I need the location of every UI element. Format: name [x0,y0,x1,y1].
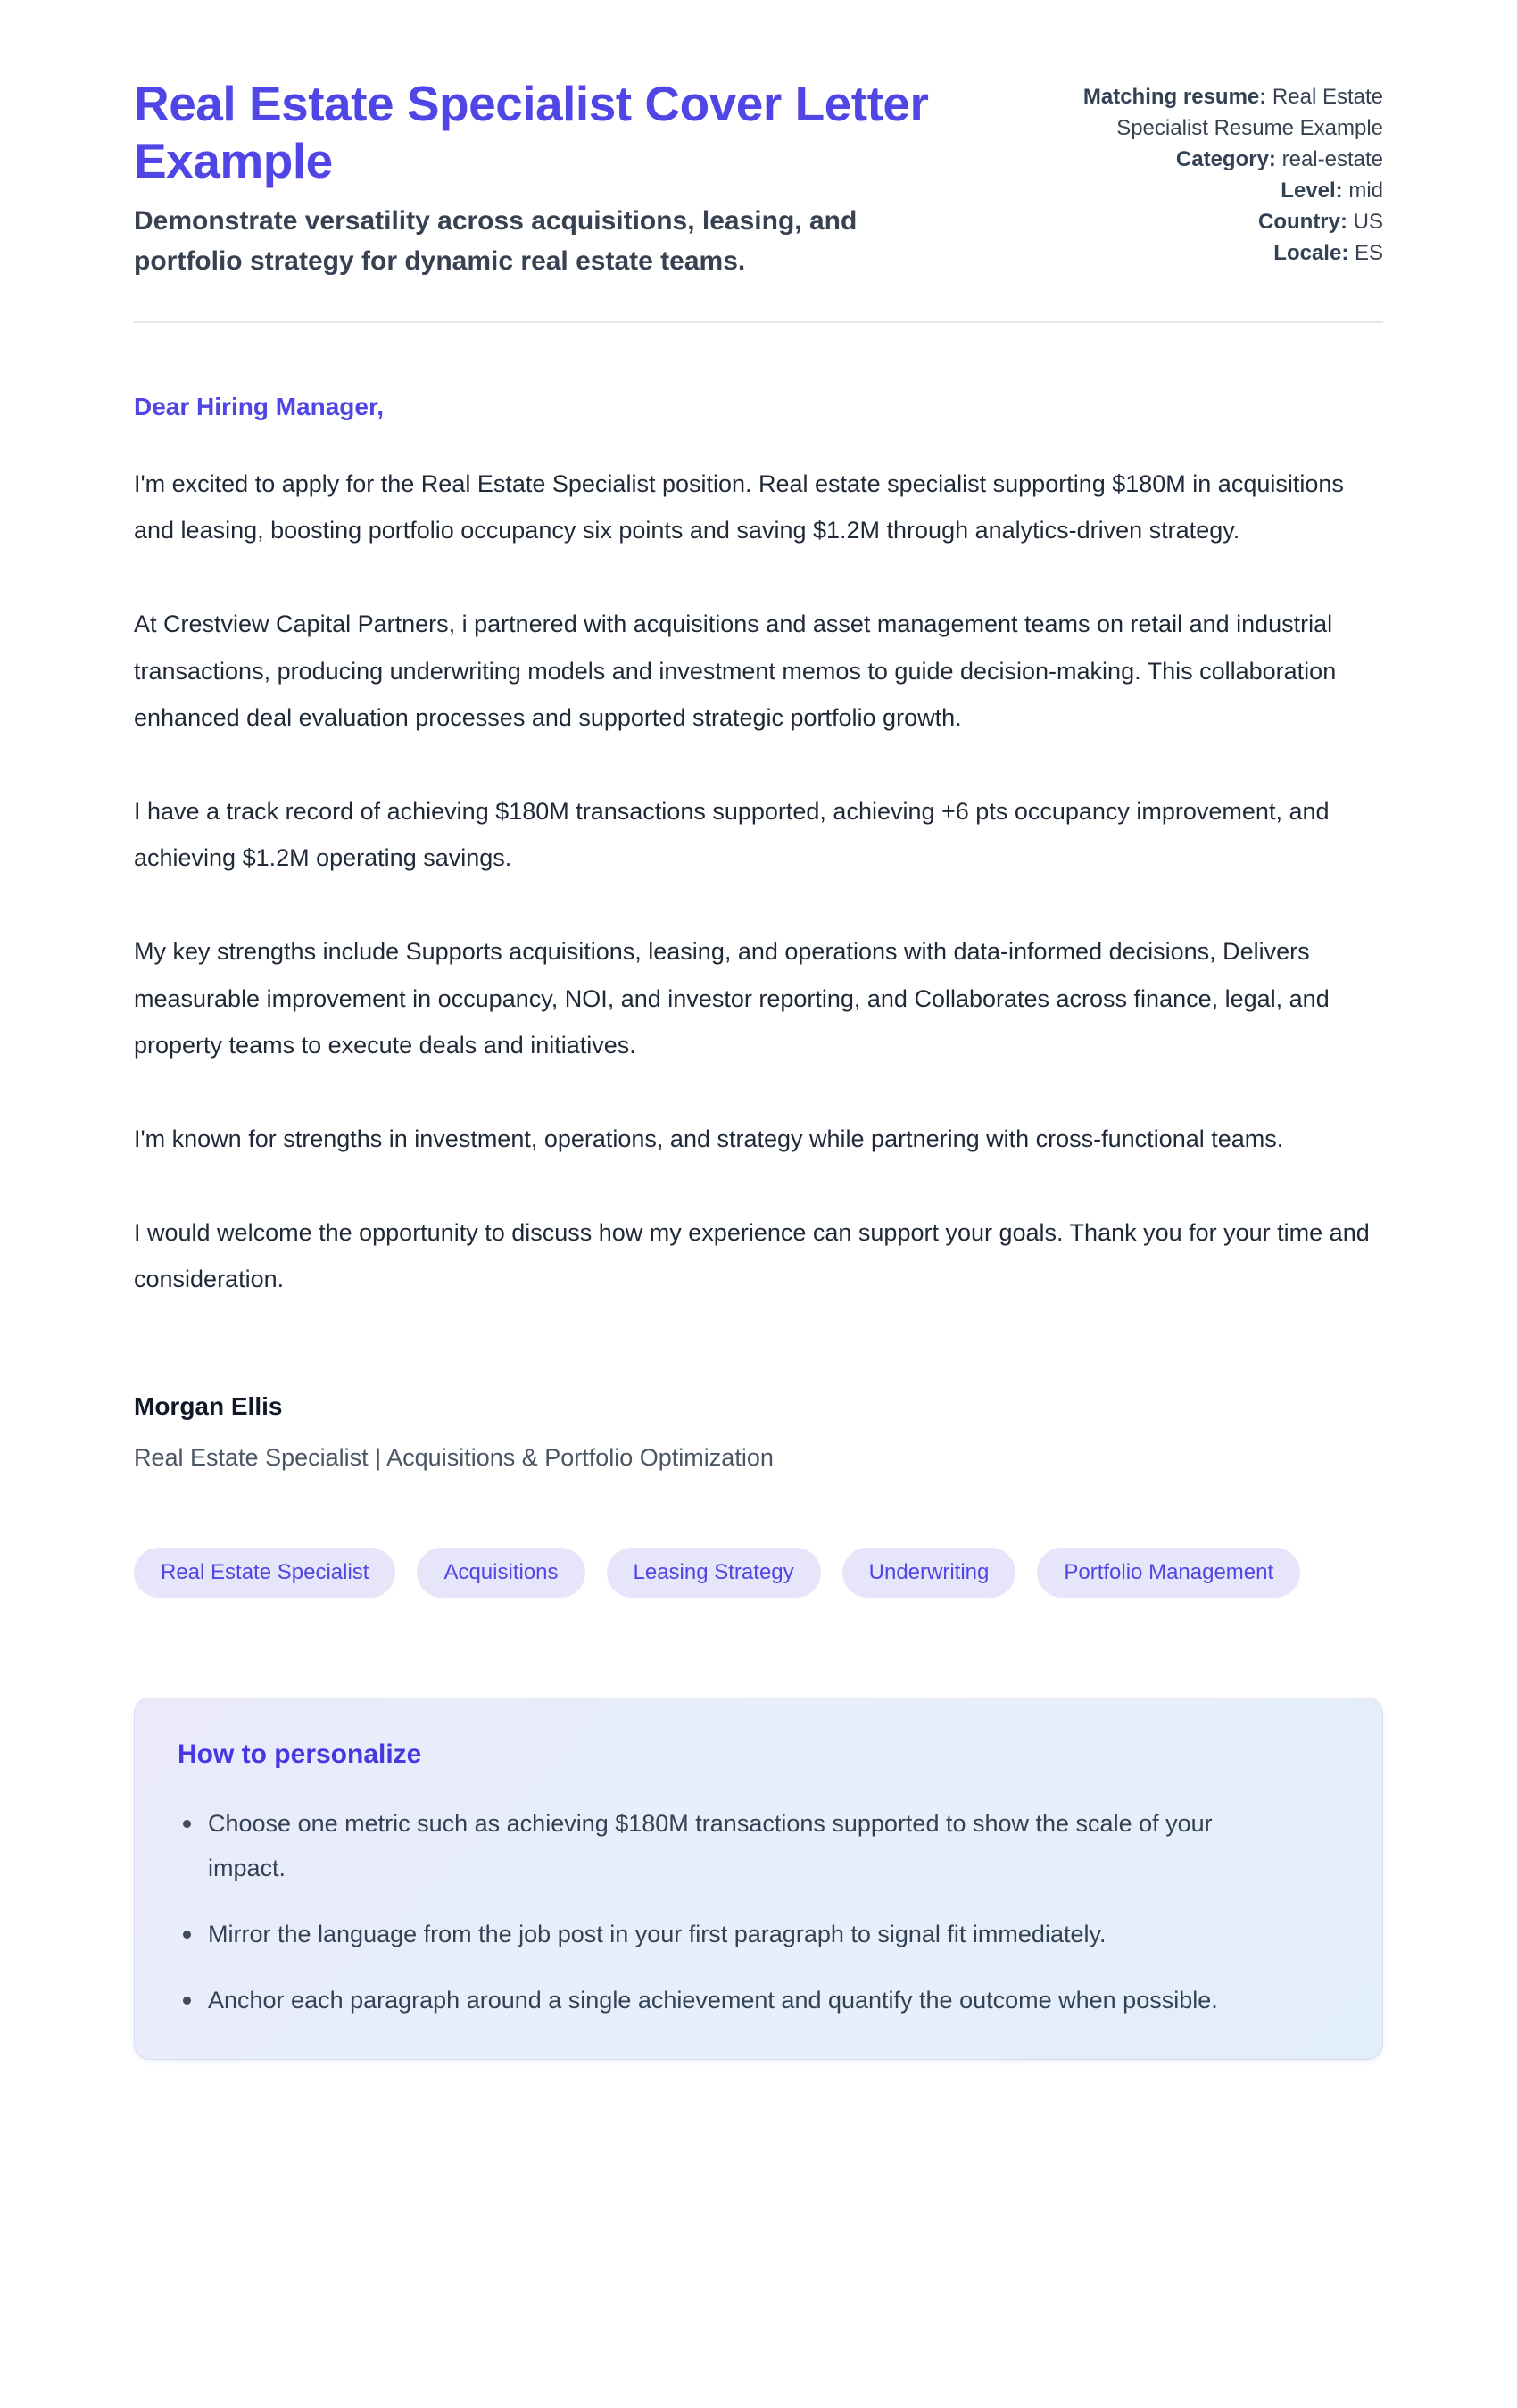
tips-item: Anchor each paragraph around a single achievement and quantify the outcome when possible. [178,1979,1284,2023]
meta-value: real-estate [1281,147,1383,172]
letter-paragraph: I'm known for strengths in investment, operations, and strategy while partnering with cross-functional teams. [134,1125,1284,1152]
meta-row [1008,144,1383,175]
meta-row [1008,206,1383,237]
tag-pill[interactable]: Portfolio Management [1037,1548,1300,1598]
tags-row [134,1548,1383,1598]
meta-row [1008,81,1383,144]
tag-pill[interactable]: Leasing Strategy [607,1548,821,1598]
letter-paragraph: At Crestview Capital Partners, i partnered with acquisitions and asset management teams on retail and industrial transactions, producing underwriting models and investment memos to guide decision-making. This collaboration enhanced deal evaluation processes and supported strategic portfolio growth. [134,610,1337,732]
meta-label: Category: [1175,147,1276,172]
letter-paragraph: I would welcome the opportunity to discuss how my experience can support your goals. Thank you for your time and consideration. [134,1218,1370,1293]
bottom-spacer [134,2060,1383,2140]
letter-paragraph: I have a track record of achieving $180M transactions supported, achieving +6 pts occupancy improvement, and achieving $1.2M operating savings. [134,797,1330,872]
header-left [134,76,955,281]
tag-pill[interactable]: Real Estate Specialist [134,1548,395,1598]
tag-pill[interactable]: Acquisitions [417,1548,584,1598]
resume-meta-block [1008,76,1383,269]
meta-row [1008,237,1383,269]
letter-body [134,461,1383,1303]
meta-value: mid [1348,179,1383,203]
tag-pill[interactable]: Underwriting [842,1548,1016,1598]
meta-value: Real Estate Specialist Resume Example [1116,85,1383,141]
signature-role: Real Estate Specialist | Acquisitions & Portfolio Optimization [134,1443,774,1471]
tips-title: How to personalize [178,1739,422,1769]
tips-list [178,1802,1339,2023]
tips-item: Choose one metric such as achieving $180M transactions supported to show the scale of your impact. [178,1802,1284,1891]
page-subtitle: Demonstrate versatility across acquisitions, leasing, and portfolio strategy for dynamic real estate teams. [134,205,858,276]
meta-value: US [1353,210,1383,235]
page-header [134,76,1383,281]
letter-paragraph: I'm excited to apply for the Real Estate Specialist position. Real estate specialist supporting $180M in acquisitions and leasing, boosting portfolio occupancy six points and saving $1.2M through analytics-driven strategy. [134,469,1344,544]
page-title: Real Estate Specialist Cover Letter Example [134,76,929,188]
tips-item: Mirror the language from the job post in your first paragraph to signal fit immediately. [178,1913,1284,1957]
meta-value: ES [1354,241,1383,266]
header-divider [134,321,1383,323]
meta-label: Matching resume: [1082,85,1267,109]
meta-row [1008,175,1383,206]
meta-label: Level: [1281,179,1343,203]
how-to-personalize-card [134,1698,1383,2060]
signature-name: Morgan Ellis [134,1391,283,1420]
meta-label: Locale: [1273,241,1349,266]
letter-paragraph: My key strengths include Supports acquisitions, leasing, and operations with data-informed decisions, Delivers measurable improvement in occupancy, NOI, and investor reporting, and Collaborates across finance, legal, and property teams to execute deals and initiatives. [134,938,1330,1059]
page-container [134,0,1383,2140]
meta-label: Country: [1258,210,1347,235]
letter-salutation: Dear Hiring Manager, [134,392,385,420]
